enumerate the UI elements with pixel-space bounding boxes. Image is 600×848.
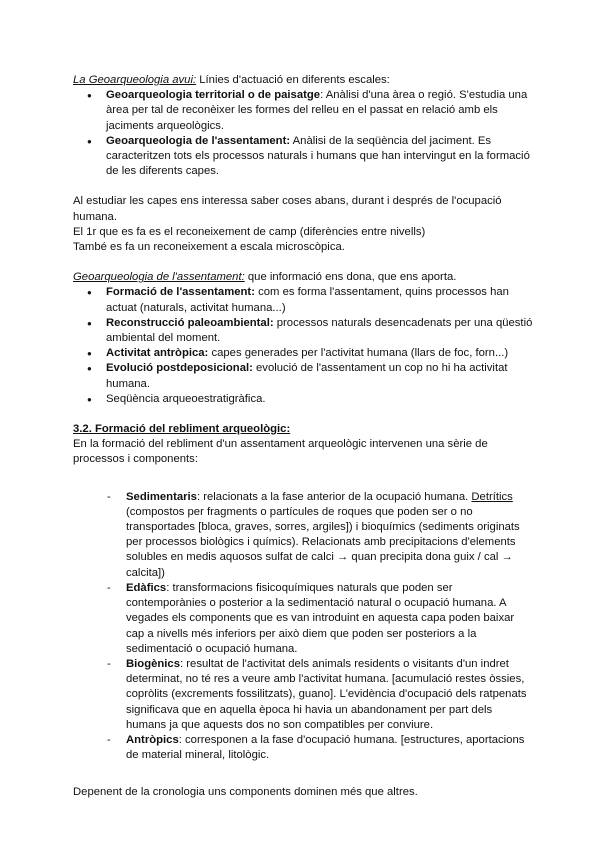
term: Reconstrucció paleoambiental:: [106, 316, 274, 329]
definition: : Anàlisi d'una àrea o regió. S'estudia una àrea per tal de reconèixer les formes del relleu en el passat en relació amb els jaciments arqueològics.: [106, 89, 528, 132]
section-heading: Geoarqueologia de l'assentament:: [73, 271, 245, 284]
section-assentament: [73, 270, 533, 285]
term: Biogènics: [126, 657, 180, 670]
closing-paragraph: Depenent de la cronologia uns components dominen més que altres.: [73, 786, 418, 799]
list-item: [73, 657, 533, 733]
list-item: [73, 316, 533, 346]
paragraph: També es fa un reconeixement a escala microscòpica.: [73, 241, 345, 254]
list-item: [73, 581, 533, 657]
definition: : transformacions fisicoquímiques naturals que poden ser contemporànies o posterior a la sedimentació natural o ocupació humana. A vegades els components que es van introduint en aquesta capa poden baixar cap a nivells més inferiors per això diem que poden ser posteriors a la sedimentació o ocupació humana.: [126, 581, 515, 655]
term: Formació de l'assentament:: [106, 286, 255, 299]
term: Edàfics: [126, 581, 167, 594]
definition: processos naturals desencadenats per una qüestió ambiental del moment.: [106, 316, 533, 345]
paragraph: Al estudiar les capes ens interessa saber coses abans, durant i després de l'ocupació humana.: [73, 195, 502, 223]
section-intro: Línies d'actuació en diferents escales:: [196, 74, 390, 86]
term: Antròpics: [126, 733, 179, 746]
term: Activitat antròpica:: [106, 347, 209, 360]
list-item: [73, 285, 533, 315]
term: Geoarqueologia territorial o de paisatge: [106, 89, 321, 102]
list-item: [73, 733, 533, 763]
list-item: [73, 346, 533, 361]
dash-list: [73, 490, 533, 764]
list-item: [73, 88, 533, 134]
term: Geoarqueologia de l'assentament:: [106, 134, 291, 147]
document-page: [73, 73, 533, 801]
underlined-term: Detrítics: [471, 490, 513, 503]
definition: : relacionats a la fase anterior de la ocupació humana.: [196, 490, 472, 503]
section-title: 3.2. Formació del rebliment arqueològic:: [73, 423, 291, 436]
list-item: [73, 134, 533, 180]
definition: Seqüència arqueoestratigràfica.: [106, 392, 266, 405]
definition: capes generades per l'activitat humana (llars de foc, forn...): [208, 347, 509, 360]
list-item: [73, 361, 533, 391]
definition: Anàlisi de la seqüència del jaciment. Es caracteritzen tots els processos naturals i humans que han intervingut en la formació de les diferents capes.: [106, 134, 530, 178]
definition: evolució de l'assentament un cop no hi ha activitat humana.: [106, 362, 508, 390]
definition: : corresponen a la fase d'ocupació humana. [estructures, aportacions de material mineral, litològic.: [126, 733, 525, 762]
bullet-list: [73, 88, 533, 179]
list-item: [73, 490, 533, 581]
definition: : resultat de l'activitat dels animals residents o visitants d'un indret determinat, no té res a veure amb l'activitat humana. [acumulació restes òssies, copròlits (excrements fossilitzats), guano]. L'evidència d'ocupació dels ratpenats significava que en aquella època hi havia un abandonament per part dels humans ja que aquests dos no son compatibles per conviure.: [126, 657, 527, 731]
definition: com es forma l'assentament, quins processos han actuat (naturals, activitat humana...): [106, 286, 509, 314]
definition-continued: (compostos per fragments o partícules de roques que poden ser o no transportades [bloca, graves, sorres, argiles]) i bioquímics (sediments originats per processos biològics i químics). Relacionats amb precipitacions d'elements solubles en medis aquosos sulfat de calci → quan precipita dona guix / cal → calcita]): [126, 505, 520, 579]
paragraph: El 1r que es fa es el reconeixement de camp (diferències entre nivells): [73, 225, 426, 238]
bullet-list: [73, 285, 533, 407]
term: Sedimentaris: [126, 490, 197, 503]
section-intro: En la formació del rebliment d'un assentament arqueològic intervenen una sèrie de processos i components:: [73, 438, 488, 466]
term: Evolució postdeposicional:: [106, 362, 253, 375]
section-geoarqueologia-avui: [73, 73, 533, 88]
section-intro: que informació ens dona, que ens aporta.: [244, 271, 457, 284]
section-heading: La Geoarqueologia avui:: [73, 74, 197, 86]
list-item: [73, 392, 533, 407]
